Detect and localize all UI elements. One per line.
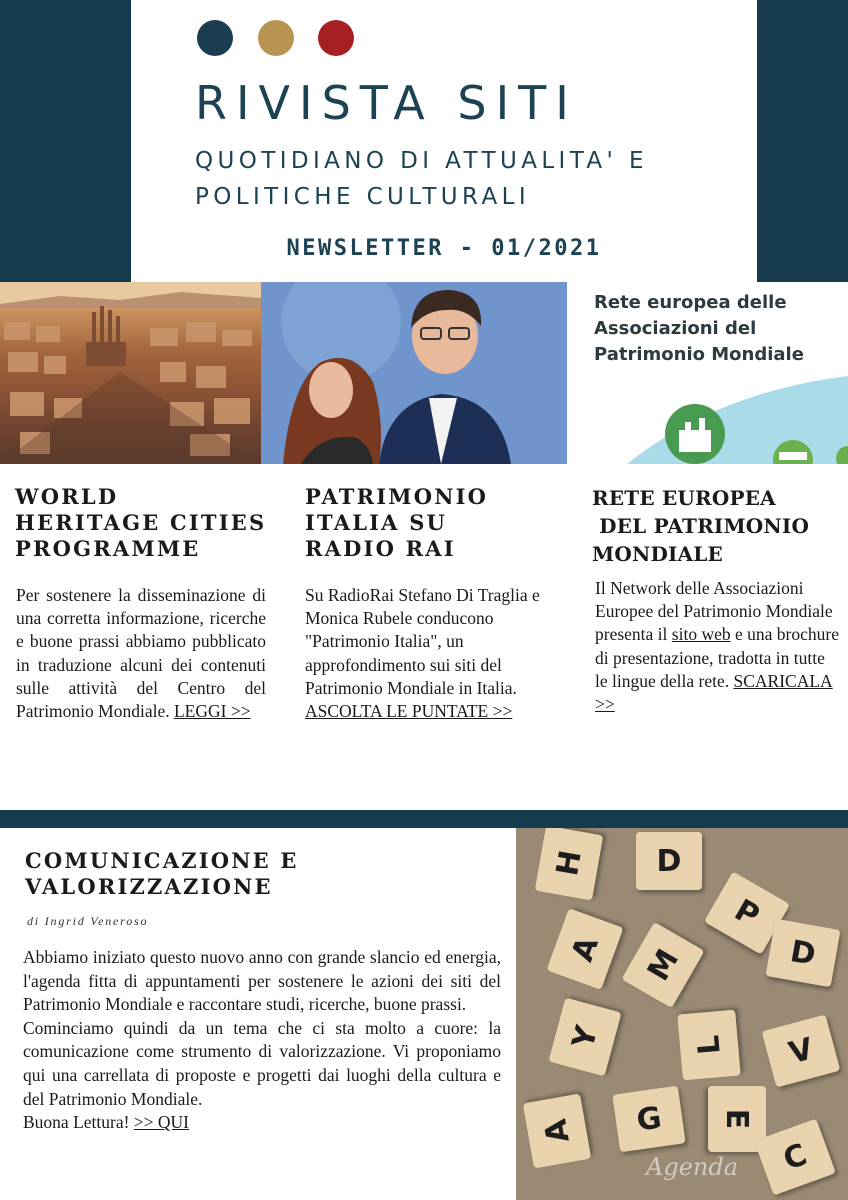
letter-tile: D: [636, 832, 702, 890]
letter-tiles-photo[interactable]: [516, 828, 848, 1200]
feature-heading: COMUNICAZIONE E VALORIZZAZIONE: [25, 848, 299, 899]
feature-closing: Buona Lettura! >> QUI: [23, 1112, 190, 1133]
feature-text: [23, 946, 501, 1135]
masthead: [131, 0, 757, 282]
city-illustration: [0, 282, 261, 464]
network-image-line2: Associazioni del: [594, 318, 757, 339]
letter-tile: G: [612, 1086, 685, 1153]
scaricala-link[interactable]: SCARICALA >>: [595, 670, 833, 715]
magazine-subtitle-line2: POLITICHE CULTURALI: [195, 184, 531, 210]
logo-dot-gold: [258, 20, 294, 56]
rete-europea-text: Il Network delle Associazioni Europee del Patrimonio Mondiale presenta il sito web e una brochure di presentazione, tradotta in tutte le lingue della rete. SCARICALA >>: [595, 578, 839, 715]
sito-web-link[interactable]: sito web: [671, 624, 731, 645]
letter-tile: Y: [548, 998, 621, 1077]
radio-rai-heading: PATRIMONIO ITALIA SU RADIO RAI: [305, 484, 489, 561]
letter-tile: P: [704, 871, 790, 954]
network-brochure-image[interactable]: [567, 282, 848, 464]
header-band: [0, 0, 848, 282]
qui-link[interactable]: >> QUI: [133, 1112, 190, 1133]
letter-tile: D: [765, 919, 840, 988]
network-illustration: [567, 282, 848, 464]
ascolta-puntate-link[interactable]: ASCOLTA LE PUNTATE >>: [305, 701, 513, 722]
section-divider: [0, 810, 848, 828]
logo-dot-red: [318, 20, 354, 56]
letter-tile: H: [535, 828, 604, 901]
feature-paragraph-1: Abbiamo iniziato questo nuovo anno con grande slancio ed energia, l'agenda fitta di appuntamenti per sostenere le azioni dei siti del Patrimonio Mondiale e raccontare studi, ricerche, buone prassi.: [23, 947, 501, 1015]
barcelona-city-photo[interactable]: [0, 282, 261, 464]
leggi-link[interactable]: LEGGI >>: [173, 701, 251, 722]
letter-tile: L: [677, 1010, 741, 1081]
network-image-line3: Patrimonio Mondiale: [594, 344, 804, 365]
rete-europea-heading: RETE EUROPEA DEL PATRIMONIO MONDIALE: [592, 486, 810, 566]
magazine-title: RIVISTA SITI: [195, 76, 578, 130]
magazine-subtitle-line1: QUOTIDIANO DI ATTUALITA' E: [195, 148, 648, 174]
letter-tile: A: [546, 908, 623, 990]
radio-hosts-photo[interactable]: [261, 282, 567, 464]
letter-tile: C: [754, 1118, 836, 1195]
newsletter-issue: NEWSLETTER - 01/2021: [286, 236, 602, 261]
letter-tile: E: [708, 1086, 766, 1152]
hosts-illustration: [261, 282, 567, 464]
feature-paragraph-2: Cominciamo quindi da un tema che ci sta molto a cuore: la comunicazione come strumento di valorizzazione. Vi proponiamo qui una carrellata di proposte e progetti dai luoghi della cultura e del Patrimonio Mondiale.: [23, 1017, 501, 1109]
image-watermark: Agenda: [646, 1153, 739, 1181]
letter-tile: V: [762, 1014, 841, 1087]
wh-cities-text: Per sostenere la disseminazione di una corretta informazione, ricerche e buone prassi abbiamo pubblicato in traduzione alcuni dei contenuti sulle attività del Centro del Patrimonio Mondiale. LEGGI >>: [16, 585, 266, 722]
logo-dot-blue: [197, 20, 233, 56]
radio-rai-text: Su RadioRai Stefano Di Traglia e Monica Rubele conducono "Patrimonio Italia", un approfondimento sui siti del Patrimonio Mondiale in Italia. ASCOLTA LE PUNTATE >>: [305, 585, 540, 722]
letter-tile: A: [523, 1093, 592, 1168]
network-image-line1: Rete europea delle: [594, 292, 787, 313]
feature-author: di Ingrid Veneroso: [27, 914, 149, 928]
wh-cities-heading: WORLD HERITAGE CITIES PROGRAMME: [15, 484, 267, 561]
letter-tile: M: [621, 922, 704, 1008]
